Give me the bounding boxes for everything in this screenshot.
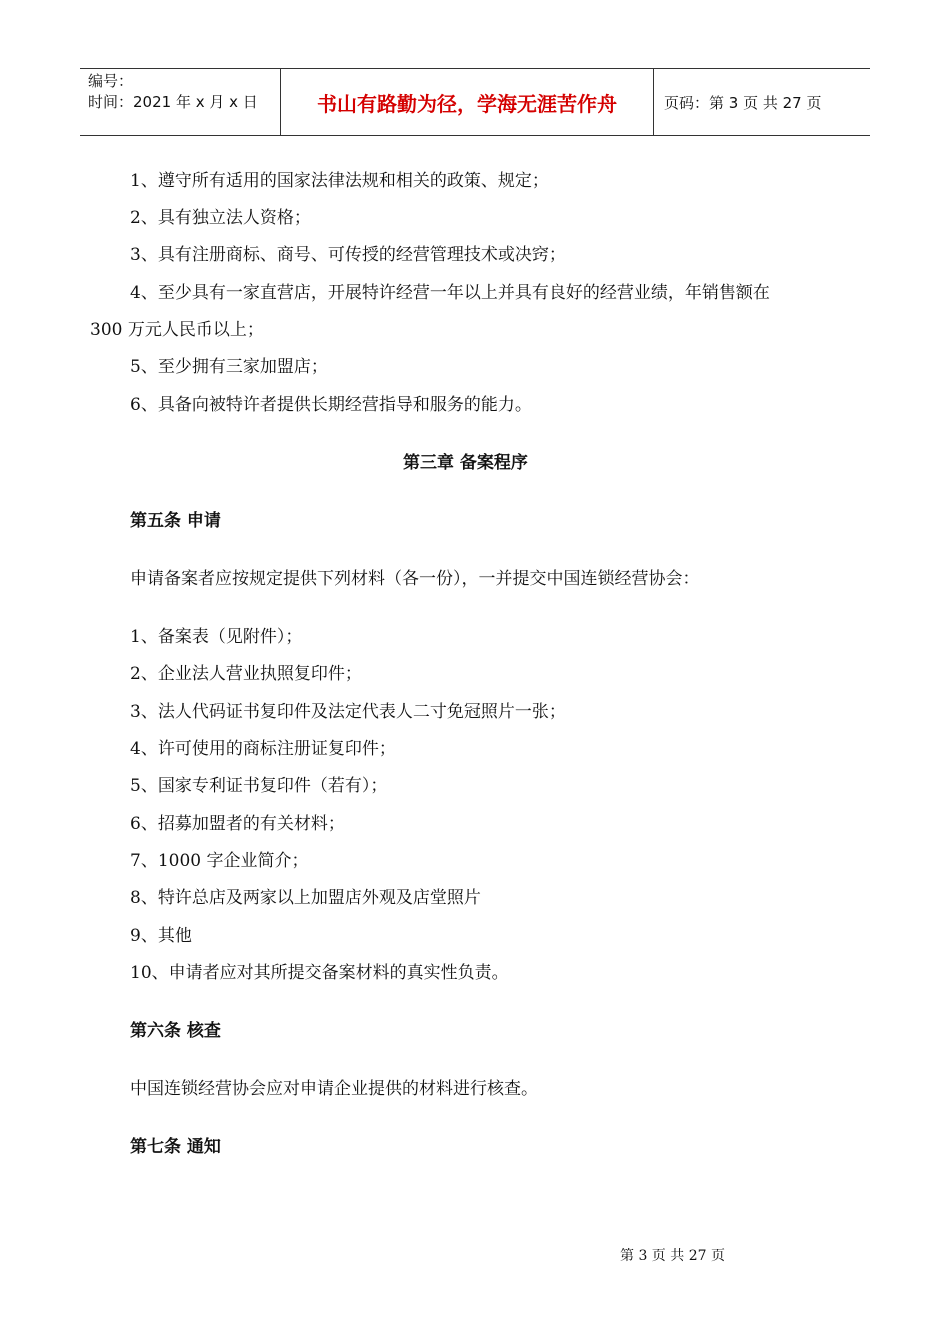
material-item-9: 9、其他 [130, 926, 192, 946]
header-page-info: 页码：第 3 页 共 27 页 [664, 93, 822, 112]
chapter-title: 第三章 备案程序 [403, 453, 528, 473]
article-5-title: 第五条 申请 [130, 511, 221, 531]
article-7-title: 第七条 通知 [130, 1137, 221, 1157]
requirement-item-2: 2、具有独立法人资格； [130, 208, 311, 228]
requirement-item-6: 6、具备向被特许者提供长期经营指导和服务的能力。 [130, 395, 532, 415]
header-slogan: 书山有路勤为径，学海无涯苦作舟 [281, 69, 654, 135]
article-6-text: 中国连锁经营协会应对申请企业提供的材料进行核查。 [130, 1079, 538, 1099]
material-item-7: 7、1000 字企业简介； [130, 851, 309, 871]
article-6-title: 第六条 核查 [130, 1021, 221, 1041]
header-meta [80, 69, 281, 135]
article-5-intro: 申请备案者应按规定提供下列材料（各一份），一并提交中国连锁经营协会： [130, 569, 700, 589]
requirement-item-1: 1、遵守所有适用的国家法律法规和相关的政策、规定； [130, 171, 549, 191]
document-time-label: 时间：2021 年 x 月 x 日 [88, 93, 258, 111]
material-item-1: 1、备案表（见附件）； [130, 627, 303, 647]
requirement-item-4-line2: 300 万元人民币以上； [90, 320, 264, 340]
material-item-3: 3、法人代码证书复印件及法定代表人二寸免冠照片一张； [130, 702, 566, 722]
page-header [80, 68, 870, 136]
page-footer: 第 3 页 共 27 页 [620, 1248, 725, 1264]
material-item-5: 5、国家专利证书复印件（若有）； [130, 776, 388, 796]
material-item-2: 2、企业法人营业执照复印件； [130, 664, 362, 684]
material-item-10: 10、申请者应对其所提交备案材料的真实性负责。 [130, 963, 509, 983]
document-number-label: 编号： [88, 72, 134, 90]
material-item-8: 8、特许总店及两家以上加盟店外观及店堂照片 [130, 888, 481, 908]
requirement-item-3: 3、具有注册商标、商号、可传授的经营管理技术或决窍； [130, 245, 566, 265]
material-item-4: 4、许可使用的商标注册证复印件； [130, 739, 396, 759]
material-item-6: 6、招募加盟者的有关材料； [130, 814, 345, 834]
requirement-item-5: 5、至少拥有三家加盟店； [130, 357, 328, 377]
requirement-item-4-line1: 4、至少具有一家直营店，开展特许经营一年以上并具有良好的经营业绩，年销售额在 [130, 283, 770, 303]
